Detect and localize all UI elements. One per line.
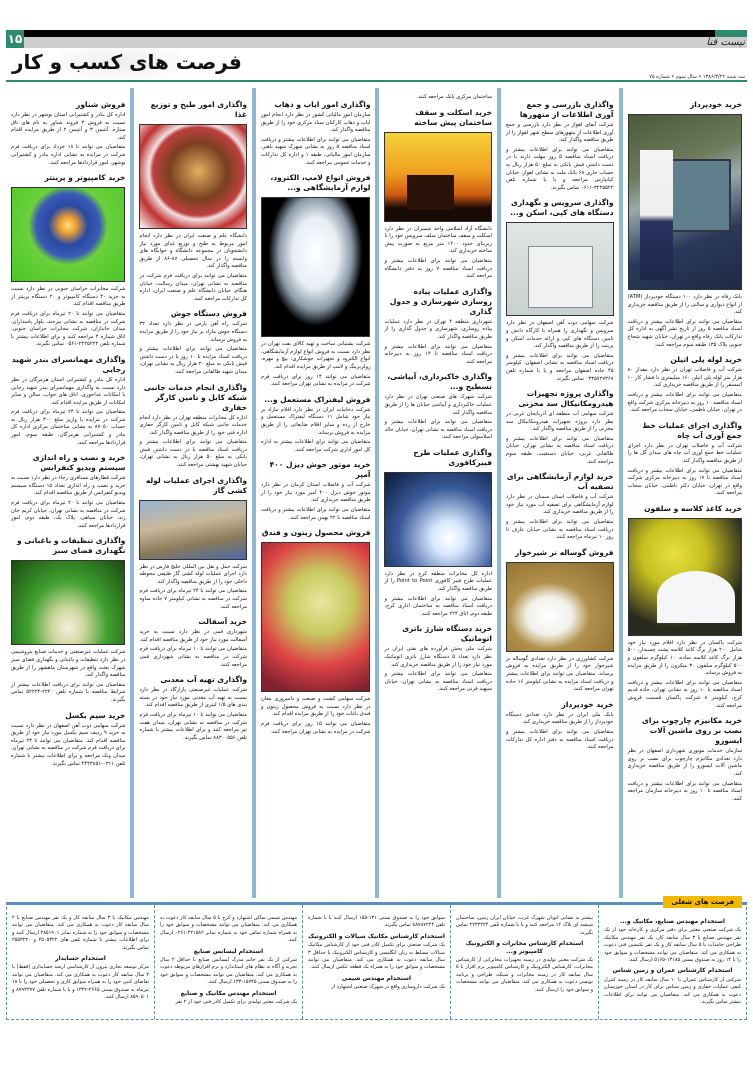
article — [384, 448, 492, 619]
article-paragraph: متقاضیان می توانند برای اطلاعات بیشتر و دریافت اسناد مزایده تا ۱۰ روز با در دست داشتن فیش بانکی به مبلغ ۲۰ هزار ریال به نشانی تهران، میدان شهید طالقانی مراجعه کنند. — [139, 346, 247, 375]
article-paragraph: بانک ملی ایران در نظر دارد تعدادی دستگاه خودپرداز را از طریق مناقصه خریداری کند. — [506, 711, 614, 726]
article-headline: فروش محصول زیتون و فندق — [261, 528, 371, 538]
article-paragraph: متقاضیان می توانند برای اطلاعات بیشتر و دریافت اسناد مناقصه تا ۲۲ بهمن مراجعه کنند. — [260, 507, 371, 521]
article-headline: واگذاری تنظیفات و باغبانی و نگهداری فضای سبز — [16, 536, 126, 556]
job-ad-title: استخدام کارشناس مکانیک سیالات و الکترونیک — [308, 932, 445, 940]
job-ad-body: مهندس شیمی ساکن اشتهارد و کرج با ۵ سال سابقه کار دعوت به همکاری می کند. متقاضیان می توانند مشخصات و سوابق خود را به همراه شماره تماس خود به شماره نمابر ۴۲۱۵۸۲-۰۲۶۱ ارسال کنند. — [160, 915, 297, 944]
article-paragraph: سازمان خدمات موتوری شهرداری اصفهان در نظر دارد تعدادی مکانیزم چارچوب برای نصب بر روی ماشین آلات ایسوزو را از طریق مناقصه خریداری کند. — [627, 748, 742, 777]
article-paragraph: اداره کل بنادر و کشتیرانی استان هرمزگان در نظر دارد نسبت به واگذاری مهمانسرای بندر شهید رجایی با امکانات غذاخوری، اتاق های خواب، سالن و سایر امکانات از طریق مزایده اقدام کند. — [10, 376, 126, 406]
article-paragraph: متقاضیان می توانند تا ۱۰ تیرماه برای دریافت فرم شرکت در مناقصه به نشانی شهرداری قمی مراجعه کنند. — [139, 646, 247, 668]
article-paragraph: شرکت سهامی آب منطقه ای آذربایجان غربی در نظر دارد پروژه تجهیزات هیدرومکانیکال سد مخزنی را از طریق مناقصه واگذار کند. — [506, 411, 614, 433]
article-paragraph: متقاضیان می توانند برای دریافت اطلاعات بیشتر از شرایط مناقصه با شماره تلفن ۲۲۲۰-۵۲۲۲۴ تماس بگیرند. — [10, 681, 126, 703]
article-paragraph: شرکت سهامی ذوب آهن اصفهان در نظر دارد نسبت به خرید ۹ ردیف سیم بکسل مورد نیاز خود از طریق مناقصه اقدام کند. متقاضیان می توانند تا ۲۳ تیرماه برای دریافت فرم شرکت در مناقصه به نشانی تهران، میدان ونک مراجعه و برای اطلاعات بیشتر با شماره تلفن ۰۳۱۱-۴۴۴۳۸۵۱ تماس بگیرند. — [10, 722, 126, 767]
job-ad-title: استخدام لیسانس صنایع — [193, 947, 264, 955]
job-ad-body: یک شرکت صنعتی معتبر برای دفتر مرکزی و کارخانه خود از یک نفر مهندس صنایع با ۳ سال سابقه کار، یک نفر مهندس مکانیک طراحی جامدات با ۵ سال سابقه کار و یک نفر تکنسین فنی دعوت به همکاری می کند. متقاضیان می توانند مشخصات و سوابق خود را تا ۱۴ روز به صندوق پستی ۱۳۱۸۵-۵۱۶۵ ارسال کنند. — [604, 927, 741, 964]
article — [261, 528, 371, 736]
masthead-green-accent — [715, 30, 747, 37]
article — [384, 624, 492, 694]
article-headline: فروش انواع لامپ، الکترود، لوازم آزمایشگاهی و... — [270, 173, 371, 193]
job-ad-title: استخدام مهندس صنایع، مکانیک و... — [620, 918, 725, 925]
article-paragraph: متقاضیان می توانند برای اطلاعات بیشتر و دریافت اسناد مناقصه تا ۱۰ روز به دبیرخانه سازمان مراجعه کنند. — [627, 780, 742, 802]
atm-photo — [628, 114, 742, 290]
computer-photo — [11, 187, 125, 282]
masthead-black-stripe — [24, 30, 715, 37]
article-paragraph: متقاضیان می توانند برای اطلاعات بیشتر و دریافت اسناد مناقصه به نشانی خیابان عارف تا روز ۱۰ تیرماه مراجعه کنند. — [506, 519, 614, 541]
article-paragraph: متقاضیان می توانند ۱۵ روز برای دریافت فرم شرکت در مزایده به نشانی تهران مراجعه کنند. — [260, 721, 371, 735]
article — [11, 355, 125, 447]
classifieds-tag: فرصت های شغلی — [663, 896, 742, 908]
classifieds-box — [6, 898, 747, 1020]
article-headline: خرید لوازم آزمایشگاهی برای تصفیه آب — [506, 472, 614, 492]
article-paragraph: متقاضیان می توانند برای اطلاعات بیشتر و دریافت اسناد مناقصه تا ۱۴ روز به دبیرخانه مراجعه کنند. — [384, 343, 492, 365]
burger-photo — [139, 124, 247, 229]
article-paragraph: دانشگاه علم و صنعت ایران در نظر دارد انجام امور مربوط به طبخ و توزیع غذای مورد نیاز دانشجویان در مجموعه دانشگاه و خوابگاه های وابسته را در سال تحصیلی ۸۷-۸۶ از طریق مناقصه واگذار کند. — [139, 233, 247, 270]
article — [139, 675, 247, 742]
article — [139, 383, 247, 470]
article-paragraph: شرکت آب و فاضلاب استان سمنان در نظر دارد لوازم آزمایشگاهی برای تصفیه آب مورد نیاز خود را از طریق مناقصه خریداری کند. — [506, 494, 614, 516]
article-paragraph: شرکت سهامی ذوب آهن اصفهان در نظر دارد سرویس و نگهداری را همراه با کارگاه دانش و تامین دستگاه های کپی و ارائه خدمات اسکن و پرینت را از طریق مناقصه واگذار کند. — [506, 320, 614, 350]
column-4 — [256, 88, 376, 898]
article-headline: فروش لیفتراک مستعمل و... — [264, 394, 371, 404]
article-headline: واگذاری امور ایاب و ذهاب — [274, 100, 371, 109]
article-paragraph: متقاضیان می توانند برای اطلاعات بیشتر و دریافت اسناد مناقصه به ساختمان اداری کرج، طبقه دوم، اتاق ۲۲۴ مراجعه کنند. — [384, 595, 492, 617]
article-headline: خرید خودپرداز — [689, 100, 742, 109]
article-paragraph: متقاضیان می توانند برای اطلاعات بیشتر و دریافت اسناد مناقصه به نشانی تهران، خیابان خالد اسلامبولی مراجعه کنند. — [384, 419, 492, 441]
job-ad-body: مرکز توسعه تجاری بیرون از کارشناسی ارشد حسابداری (فقط) با ۲ سال سابقه کار دعوت به همکاری می کند. متقاضیان می توانند تقاضای کتبی خود را به همراه سوابق کاری و تحصیلی خود را تا ۱۸ تیرماه به صندوق پستی ۲۶۶۵-۱۳۲۲ و یا با شماره تلفن ۸۷۹۴۳۷۷ و ۸۵۹۰۵۰۱ ارسال کنند. — [12, 964, 149, 1001]
article-headline: واگذاری سرویس و نگهداری دستگاه های کپی، اسکن و... — [510, 198, 614, 218]
article-paragraph: متقاضیان می توانند تا ۲۴ تیرماه برای دریافت فرم شرکت در مناقصه به نشانی کیلومتر ۷ جاده ساوه مراجعه کنند. — [139, 588, 247, 610]
article-paragraph: شرکت پاکسان در نظر دارد اقلام مورد نیاز خود شامل ۲۰۰ هزار برگ کاغذ کلاسه پشت چسبدار، ۵۰۰ هزار برگ کاغذ کلاسه ساده، ۱۰ کیلوگرم سلفون و ۵۰۰ کیلوگرم سلفون ۳۰ میکرون را از طریق مزایده به فروش برساند. — [627, 639, 742, 677]
article — [139, 100, 247, 303]
article-paragraph: متقاضیان می توانند برای اطلاعات بیشتر و دریافت اسناد مناقصه ۵ روز مهلت دارند با در دست داشتن فیش بانکی به مبلغ ۵۰ هزار ریال به حساب جاری ۶۸ بانک ملت به نشانی اهواز، خیابان کیانپارس مراجعه و یا با شماره تلفن ۳۲۲۵۵۲۲-۰۶۱۱ تماس بگیرند. — [506, 146, 614, 191]
article-paragraph: متقاضیان می توانند برای اطلاعات بیشتر و دریافت اسناد مناقصه ۵ روز به نشانی شهرک شهید باهنر، سازمان امور مالیاتی، طبقه ۱ و اداره کل تدارکات و خدمات عمومی مراجعه کنند. — [260, 136, 371, 166]
article — [506, 389, 614, 466]
article — [628, 100, 742, 349]
forest-photo — [11, 560, 125, 645]
article — [11, 536, 125, 704]
article-paragraph: شهرداری منطقه ۴ تهران در نظر دارد عملیات پیاده روسازی، شهرسازی و جدول گذاری را از طریق مناقصه واگذار کند. — [384, 318, 492, 340]
classifieds-column — [154, 905, 302, 1019]
job-ad-title: استخدام حسابدار — [55, 955, 106, 963]
article-paragraph: متقاضیان می توانند برای اطلاعات بیشتر و دریافت اسناد مناقصه به دفتر اداره کل تدارکات مراجعه کنند. — [506, 728, 614, 751]
article-headline: واگذاری اجرای عملیات لوله کشی گاز — [145, 475, 247, 495]
column-2 — [501, 88, 619, 898]
article-paragraph: متقاضیان می توانند برای اطلاعات بیشتر و دریافت اسناد مناقصه تا ۱۰ روز به نشانی تهران، جاده قدیم کرج، کیلومتر ۸ شرکت پاکسان قسمت فروش مراجعه کنند. — [627, 679, 742, 709]
article — [628, 421, 742, 498]
article-headline: واگذاری عملیات پیاده روسازی شهرسازی و جدول گذاری — [389, 286, 492, 316]
construction-photo — [384, 132, 492, 222]
pipeline-photo — [139, 500, 247, 560]
article-headline: خرید اسکلت و سقف ساختمان پیش ساخته — [414, 107, 492, 127]
article-paragraph: متقاضیان می توانند برای دریافت فرم شرکت در مناقصه به نشانی تهران، میدان رسالت، خیابان هنگام، خیابان دانشگاه علم و صنعت ایران، اداره کل تدارکات مراجعه کنند. — [139, 272, 247, 302]
article-paragraph: متقاضیان می توانند ۱۴ روز برای دریافت فرم شرکت در مزایده به نشانی تهران مراجعه کنند. — [260, 373, 371, 388]
article-paragraph: متقاضیان می توانند تا ۲۰ تیرماه برای دریافت فرم شرکت در مناقصه به نشانی تهران، خیابان کریم خان زند، خیابان سپاهی، پلاک یک، طبقه دوم، امور قراردادها مراجعه کنند. — [10, 500, 126, 529]
article — [628, 716, 742, 803]
job-ad-title: استخدام کارشناس عمران و زمین شناس — [612, 967, 733, 975]
classifieds-column — [7, 905, 154, 1019]
job-ad-body: یک شرکت معتبر تولیدی در زمینه تجهیزات مخابراتی از کارشناس مخابرات، کارشناس الکترونیک و کارشناس کامپیوتر نرم افزار با ۵ سال سابقه کار در زمینه مخابرات و شبکه، طراحی و برنامه نویسی دعوت به همکاری می کند. متقاضیان می توانند مشخصات و سوابق خود را ارسال کنند. — [456, 957, 593, 993]
copier-photo — [506, 222, 614, 316]
job-ad-body: شرکتی از یک نفر خانم مدرک لیسانس صنایع با حداقل ۲ سال تجربه و آگاه به نظام های استاندارد و نرم افزارهای مربوطه دعوت به همکاری می کند. متقاضیان می توانند مشخصات و سوابق خود را به صندوق پستی ۱۵۷۴۵-۱۳۳ ارسال کنند. — [160, 957, 297, 986]
article-paragraph: متقاضیان می توانند برای اطلاعات بیشتر و دریافت اسناد مناقصه با در دست داشتن فیش بانکی به مبلغ ۵۰ هزار ریال به نشانی تهران، خیابان شهید بهشتی مراجعه کنند. — [139, 439, 247, 469]
article-paragraph: ساختمان مرکزی بانک مراجعه کنند. — [416, 94, 492, 100]
article-headline: واگذاری اجرای عملیات خط جمع آوری آب چاه — [642, 420, 742, 440]
article — [506, 198, 614, 383]
article-headline: خرید کامپیوتر و پرینتر — [44, 173, 126, 183]
article-paragraph: شرکت آب و فاضلاب تهران در نظر دارد مقدار ۸۰ هزار متر لوله پلی اتیلن ۱۶۰ میلیمتری با فشار کار ۱۰ اتمسفر را از طریق مناقصه خریداری کند. — [627, 367, 742, 389]
article-paragraph: شرکت عملیات غیرصنعتی و خدمات صنایع پتروشیمی در نظر دارد تنظیفات و باغبانی و نگهداری فضای سبز شهرک بعثت واقع در شهرستان ماهشهر را از طریق مناقصه واگذار کند. — [10, 649, 126, 679]
header-rule — [6, 80, 747, 82]
article-paragraph: شرکت بشتیانی ساخت و تهیه کالای نفت تهران در نظر دارد نسبت به فروش انواع لوازم آزمایشگاهی، انواع الکترود و تجهیزات جوشکاری، پیچ و مهره، رولربرینگ و لامپ از طریق مزایده اقدام کند. — [260, 341, 371, 370]
article — [11, 711, 125, 769]
article-paragraph: شرکت حمل و نقل بین المللی خلیج فارس در نظر دارد اجرای عملیات لوله کشی گاز طبیعی محوطه داخلی خود را از طریق مناقصه واگذار کند. — [139, 563, 247, 585]
article-paragraph: متقاضیان می توانند برای اطلاعات بیشتر و دریافت اسناد مناقصه ۷ روز به دفتر دانشگاه مراجعه کنند. — [384, 257, 492, 280]
column-6 — [6, 88, 130, 898]
article-paragraph: متقاضیان می توانند برای اطلاعات بیشتر به اداره کل امور اداری شرکت مراجعه کنند. — [260, 439, 371, 453]
article-paragraph: متقاضیان می توانند تا ۲۰ تیرماه برای دریافت فرم شرکت در مناقصه به نشانی بیرجند، بلوار پاسداران، میدان جانبازان، شرکت مخابرات خراسان جنوبی، اتاق شماره ۴ مراجعه کنند و برای اطلاعات بیشتر با شماره تلفن ۲۲۲۵۲۲۲-۰۵۶۱ تماس بگیرند. — [10, 310, 126, 348]
article-paragraph: سازمان امور مالیاتی کشور در نظر دارد انجام امور ایاب و ذهاب کارکنان ستاد مرکزی خود را از طریق مناقصه واگذار کند. — [260, 112, 371, 134]
article-headline: خرید مکانیزم چارچوب برای نصب بر روی ماشین آلات ایسوزو — [641, 716, 742, 746]
article — [506, 548, 614, 694]
column-3 — [379, 88, 497, 898]
article-paragraph: شرکت آبفای اهواز در نظر دارد بازرسی و جمع آوری اطلاعات از متهورهای سطح شهر اهواز را از طریق مناقصه واگذار کند. — [506, 122, 614, 144]
job-ad-body: یک شرکت داروسازی واقع در شهرک صنعتی اشتهارد از — [331, 984, 445, 991]
article-paragraph: شرکت سهامی کشت و صنعت و دامپروری مغان در نظر دارد نسبت به فروش محصول زیتون و فندق باغات خود را از طریق مزایده اقدام کند. — [260, 696, 371, 718]
article-paragraph: متقاضیان می توانند برای اطلاعات بیشتر و دریافت اسناد مناقصه به نشانی تهران، خیابان طالقانی غربی، خیابان دستغیب، طبقه سوم مراجعه کنند. — [506, 435, 614, 465]
article — [139, 476, 247, 612]
article-paragraph: شرکت مخابرات خراسان جنوبی در نظر دارد نسبت به خرید ۴۰ دستگاه کامپیوتر و ۲۰ دستگاه پرینتر از طریق مناقصه اقدام کند. — [10, 286, 126, 308]
article — [261, 173, 371, 389]
article-paragraph: متقاضیان می توانند برای اطلاعات بیشتر و دریافت اسناد مناقصه به نشانی تهران، خیابان سپهبد قرنی مراجعه کنند. — [384, 671, 492, 693]
article-headline: خرید آسفالت — [198, 617, 247, 627]
article-headline: واگذاری خاکبرداری، آبپاشی، تسطیح و... — [387, 372, 492, 392]
article-paragraph: شرکت آب و فاضلاب استان کرمان در نظر دارد موتور جوش دیزل ۴۰۰ آمپر مورد نیاز خود را از طریق مناقصه خریداری کند. — [260, 482, 371, 504]
job-ad-body: سوابق خود را به صندوق پستی ۱۳۱-۱۵۵ ارسال کنند یا با شماره تلفن ۸۸۷۸۷۲۲۴ تماس بگیرند. — [308, 915, 445, 929]
article-paragraph: متقاضیان می توانند برای اطلاعات بیشتر و دریافت اسناد مناقصه به نشانی اصفهان، کیلومتر ۴۵ جاده اصفهان مراجعه و یا با شماره تلفن ۰۳۳۵۷۲۷۳۶۷ تماس بگیرند. — [506, 352, 614, 382]
article-headline: خرید خودپرداز — [561, 699, 614, 709]
article-headline: خرید دستگاه شارژ باتری اتوماتیک — [402, 624, 492, 644]
article-paragraph: شرکت عملیات غیرصنعتی پازارگاد در نظر دارد نسبت به تهیه آب معدنی مورد نیاز خود در بسته بندی های ۱/۵ لیتری از طریق مناقصه اقدام کند. — [139, 687, 247, 709]
article-headline: خرید سیم بکسل — [65, 710, 126, 720]
article — [11, 100, 125, 167]
column-1 — [623, 88, 747, 898]
bulb-photo — [261, 197, 371, 337]
job-ad-body: شرکتی از کارشناس عمران با ۱۰ سال سابقه کار در زمینه کنترل کیفی عملیات حفاری و زمین شناس برای کار در استان خوزستان دعوت به همکاری می کند. متقاضیان می توانند برای اطلاعات بیشتر تماس بگیرند. — [604, 976, 741, 1006]
job-ad-title: استخدام مهندس مکانیک و صنایع — [180, 989, 277, 997]
masthead-grey-stripe — [24, 37, 747, 48]
article-headline: خرید و نصب و راه اندازی سیستم ویدیو کنفرانس — [32, 453, 126, 473]
article-headline: خرید موتور جوش دیزل ۴۰۰ آمپر — [269, 460, 371, 480]
section-title: فرصت های کسب و کار — [12, 50, 242, 74]
job-ad-title: استخدام کارشناس مخابرات و الکترونیک کامپیوتر و... — [465, 940, 584, 955]
article — [384, 94, 492, 102]
article — [628, 504, 742, 710]
classifieds-column — [598, 905, 746, 1019]
olives-photo — [261, 542, 371, 692]
masthead-bar — [6, 30, 747, 48]
article — [11, 173, 125, 349]
article — [139, 617, 247, 669]
article-paragraph: اداره کل مخابرات منطقه کرج در نظر دارد عملیات طرح فیبر کافوری Point to Point را از طریق مناقصه واگذار کند. — [384, 570, 493, 593]
article-headline: واگذاری انجام خدمات جانبی شبکه کابل و تامین کارگر حفاری — [143, 382, 247, 412]
page-number: ۱۵ — [7, 32, 23, 46]
article — [384, 372, 492, 442]
article-paragraph: شرکت آب و فاضلاب تهران در نظر دارد اجرای عملیات خط جمع آوری آب چاه های میدان گل ها را از طریق مناقصه واگذار کند. — [627, 442, 742, 464]
article-paragraph: متقاضیان می توانند برای اطلاعات بیشتر و دریافت اسناد مناقصه ۱۰ روز به دبیرخانه مرکزی شرکت واقع در تهران، خیابان ناظمی، خیابان سحاب مراجعه کنند. — [627, 391, 742, 414]
paper-logo: نیست قنا — [706, 37, 745, 48]
article-paragraph: اداره کل بنادر و کشتیرانی استان بوشهر در نظر دارد نسبت به فروش ۳ فروند شناور به نام های تاق ستاره، آنتیمن ۳ و آنتیمن ۲ از طریق مزایده اقدام کند. — [10, 112, 126, 141]
article-headline: واگذاری مهمانسرای بندر شهید رجایی — [11, 354, 126, 374]
article-headline: واگذاری بازرسی و جمع آوری اطلاعات از متهورها — [519, 100, 614, 119]
article-headline: خرید کاغذ کلاسه و سلفون — [644, 503, 742, 513]
article-paragraph: شرکت راه آهن پارس در نظر دارد تعداد ۳۲ دستگاه جوش مازاد بر نیاز خود را از طریق مزایده به فروش برساند. — [139, 321, 247, 343]
article — [506, 472, 614, 542]
fiber-photo — [384, 472, 492, 567]
article-headline: واگذاری پروژه تجهیزات هیدرومکانیکال سد مخزنی — [518, 389, 614, 409]
article-headline: فروش شناور — [76, 100, 126, 109]
article-paragraph: متقاضیان می توانند تا ۲۴ تیرماه برای دریافت فرم شرکت در مزایده با واریز مبلغ ۳۰۰ هزار ریال به حساب ۸۷۰۵۰ به نشانی ساختمان مرکزی اداره کل بنادر و کشتیرانی هرمزگان، طبقه سوم، امور قراردادها مراجعه کنند. — [10, 409, 126, 446]
article-paragraph: شرکت کشاورزی در نظر دارد تعدادی گوساله نر شیرخوار خود را از طریق مزایده به فروش برساند. متقاضیان می توانند برای اطلاعات بیشتر و دریافت اسناد مزایده به نشانی کیلومتر ۱۶ جاده تهران مراجعه کنند. — [506, 655, 614, 693]
classifieds-column — [302, 905, 450, 1019]
article-paragraph: بانک رفاه در نظر دارد ۱۰۰ دستگاه خودپرداز (ATM) از انواع دیواری و سالنی را از طریق مناقصه خریداری کند. — [627, 294, 742, 316]
article-paragraph: دانشگاه آزاد اسلامی واحد شمیران در نظر دارد اسکلت و سقف ساختمان سلف سرویس خود را با زیربنای حدود ۱۲۰۰ متر مربع به صورت پیش ساخته خریداری کند. — [384, 225, 492, 255]
article — [139, 309, 247, 376]
article-paragraph: اداره کل مخابرات منطقه تهران در نظر دارد انجام خدمات جانبی شبکه کابل و تامین کارگر حفاری اداره فنی خود را از طریق مناقصه واگذار کند. — [139, 414, 247, 436]
article-headline: فروش دستگاه جوش — [170, 309, 247, 319]
article-columns — [6, 88, 747, 898]
article-headline: واگذاری تهیه آب معدنی — [160, 675, 247, 685]
article-headline: خرید لوله پلی اتیلن — [670, 355, 742, 365]
article-paragraph: شرکت دخانیات ایران در نظر دارد اقلام مازاد بر نیاز خود شامل ۱۱ دستگاه لیفتراک مستعمل و خارج از رده و سایر اقلام ضایعاتی را از طریق مزایده به فروش برساند. — [260, 406, 371, 436]
column-5 — [134, 88, 252, 898]
article — [261, 460, 371, 522]
job-ad-body: مهندس مکانیک با ۳ سال سابقه کار و یک نفر مهندس صنایع با ۲ سال سابقه کار دعوت به همکاری می کند. متقاضیان می توانند مشخصات و سوابق خود را به شماره نمابر ۲۸۵۱۹۰۱ ارسال کنند و برای اطلاعات بیشتر با شماره تلفن های ۲۵۰۵۳۲۲ و ۲۵۵۳۲۲۰ تماس بگیرند. — [12, 915, 150, 951]
article-paragraph: شرکت ملی پخش فرآورده های نفتی ایران در نظر دارد تعداد ۵ دستگاه شارژ باتری اتوماتیک مورد نیاز خود را از طریق مناقصه خریداری کند. — [384, 646, 492, 668]
job-ad-body: یک شرکت صنعتی برای تکمیل کادر فنی خود از کارشناس مکانیک سیالات مسلط به زبان انگلیسی و کارشناس الکترونیک با حداقل ۳ سال سابقه دعوت به همکاری می کند. متقاضیان می توانند مشخصات و سوابق خود را به همراه یک قطعه عکس ارسال کنند. — [308, 942, 445, 971]
job-ad-body: یک شرکت معتبر تولیدی برای تکمیل کادر فنی خود از ۲ نفر — [175, 999, 297, 1006]
paper-roll-photo — [628, 518, 742, 636]
article-paragraph: متقاضیان می توانند برای اطلاعات بیشتر و دریافت اسناد مناقصه ۵ روز از تاریخ نشر آگهی به اداره کل تدارکات بانک رفاه واقع در تهران، خیابان شهید شجاع جنوبی پلاک ۱۳۵ طبقه سوم مراجعه کنند. — [627, 318, 742, 348]
calf-photo — [506, 562, 614, 652]
article — [261, 395, 371, 455]
dateline: سه شنبه ۱۳۸۶/۳/۲۲ • سال سوم • شماره ۷۵ — [645, 74, 745, 80]
article — [384, 287, 492, 367]
article-paragraph: شرکت قطارهای مسافری رجاء در نظر دارد نسبت به خرید و نصب و راه اندازی تعداد ۱۵ دستگاه سیستم ویدیو کنفرانس از طریق مناقصه اقدام کند. — [10, 475, 126, 497]
article — [506, 100, 614, 192]
article — [384, 108, 492, 281]
article-headline: واگذاری امور طبخ و توزیع غذا — [150, 100, 247, 119]
article — [261, 100, 371, 167]
article-paragraph: متقاضیان می توانند تا ۱۸ خرداد برای دریافت فرم شرکت در مزایده به نشانی اداره بنادر و کشتیرانی بوشهر، امور قراردادها مراجعه کنند. — [10, 144, 126, 166]
article — [506, 700, 614, 752]
article-headline: واگذاری عملیات طرح فیبرکافوری — [413, 447, 492, 467]
classifieds-column — [450, 905, 598, 1019]
article-paragraph: متقاضیان می توانند برای اطلاعات بیشتر و دریافت اسناد مناقصه تا ۱۷ روز به دبیرخانه مرکزی شرکت واقع در تهران، خیابان دکتر ناظمی، خیابان سحاب مراجعه کنند. — [627, 467, 742, 497]
article-paragraph: شهرداری قمی در نظر دارد نسبت به خرید آسفالت مورد نیاز خود از طریق مناقصه اقدام کند. — [139, 629, 247, 643]
article — [11, 453, 125, 530]
article-paragraph: شرکت شهرک های صنعتی تهران در نظر دارد عملیات خاکبرداری و آبپاشی خیابان ها را از طریق مناقصه واگذار کند. — [384, 394, 492, 416]
article-headline: فروش گوساله نر شیرخوار — [514, 547, 614, 557]
article — [628, 355, 742, 415]
article-paragraph: متقاضیان می توانند تا ۱۰ تیرماه برای دریافت فرم شرکت در مناقصه به نشانی تهران، میدان هفت تیر مراجعه کنند و برای اطلاعات بیشتر با شماره تلفن ۸۸۳۰۰۵۵۶ تماس بگیرند. — [139, 711, 247, 741]
job-ad-title: استخدام مهندس شیمی — [341, 974, 412, 982]
job-ad-body: بیشتر به نشانی اتوبان شهرک غرب، خیابان ایران زمین، ساختمان شیشه ای پلاک ۱۲ مراجعه کنند و یا با شماره تلفن ۲۲۳۲۲۲۴ تماس بگیرند. — [456, 915, 594, 936]
